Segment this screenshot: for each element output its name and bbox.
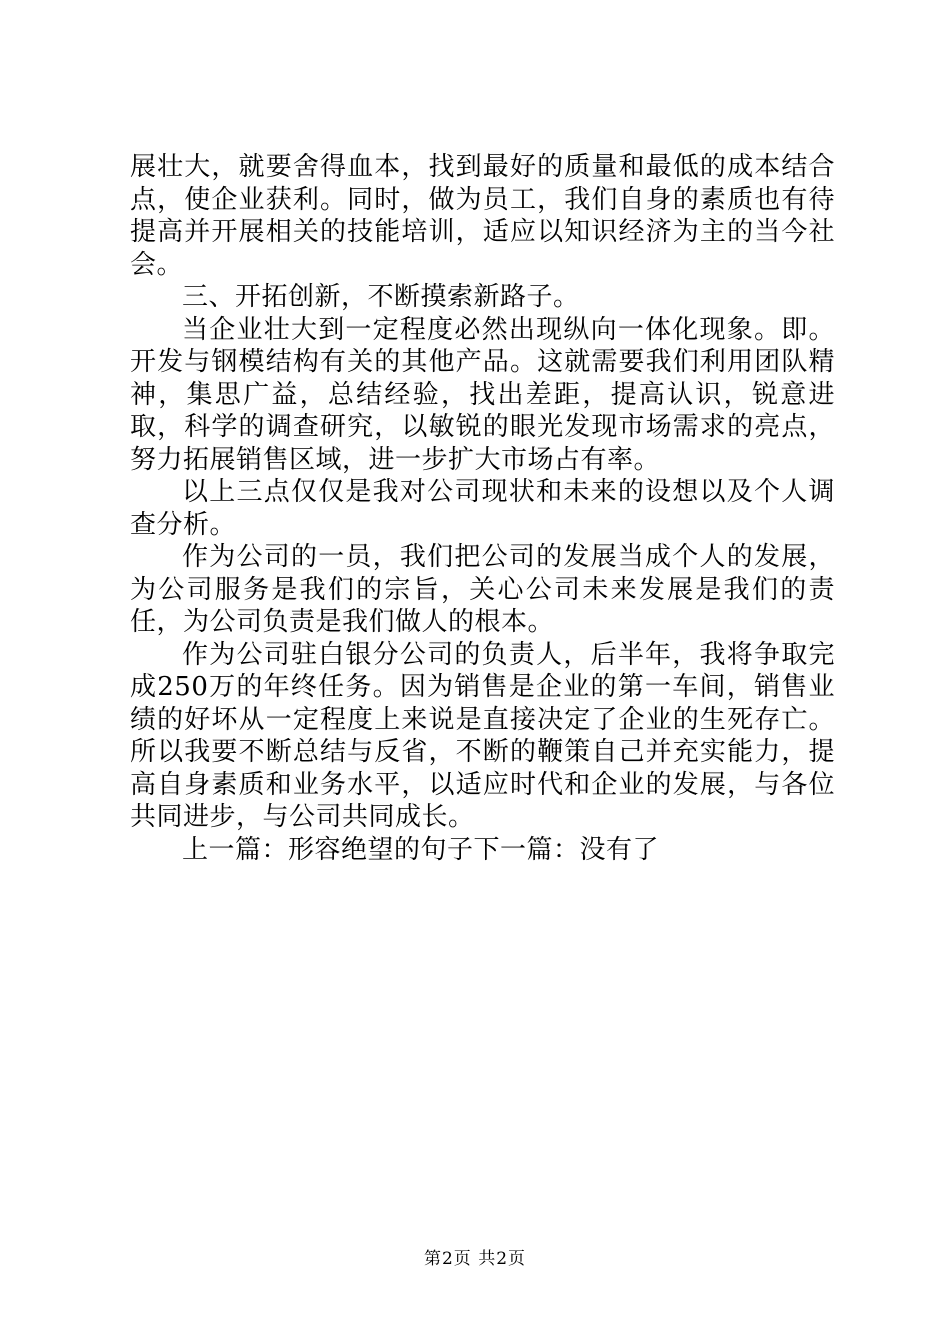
paragraph-company-member: 作为公司的一员，我们把公司的发展当成个人的发展，为公司服务是我们的宗旨，关心公司未来发展是我们的责任，为公司负责是我们做人的根本。 [130, 542, 835, 637]
paragraph-summary: 以上三点仅仅是我对公司现状和未来的设想以及个人调查分析。 [130, 477, 835, 540]
page-number-footer: 第2页 共2页 [423, 1249, 527, 1269]
paragraph-annual-goal: 作为公司驻白银分公司的负责人，后半年，我将争取完成250万的年终任务。因为销售是企业的第一车间，销售业绩的好坏从一定程度上来说是直接决定了企业的生死存亡。所以我要不断总结与反省，不断的鞭策自己并充实能力，提高自身素质和业务水平，以适应时代和企业的发展，与各位共同进步，与公司共同成长。 [130, 639, 835, 832]
paragraph-continuation: 展壮大，就要舍得血本，找到最好的质量和最低的成本结合点，使企业获利。同时，做为员工，我们自身的素质也有待提高并开展相关的技能培训，适应以知识经济为主的当今社会。 [130, 152, 835, 280]
paragraph-vertical-integration: 当企业壮大到一定程度必然出现纵向一体化现象。即。开发与钢模结构有关的其他产品。这就需要我们利用团队精神，集思广益，总结经验，找出差距，提高认识，锐意进取，科学的调查研究，以敏锐的眼光发现市场需求的亮点，努力拓展销售区域，进一步扩大市场占有率。 [130, 314, 835, 475]
section-heading-innovation: 三、开拓创新，不断摸索新路子。 [182, 282, 580, 312]
document-body [130, 151, 835, 866]
article-navigation[interactable]: 上一篇：形容绝望的句子下一篇：没有了 [182, 834, 660, 865]
